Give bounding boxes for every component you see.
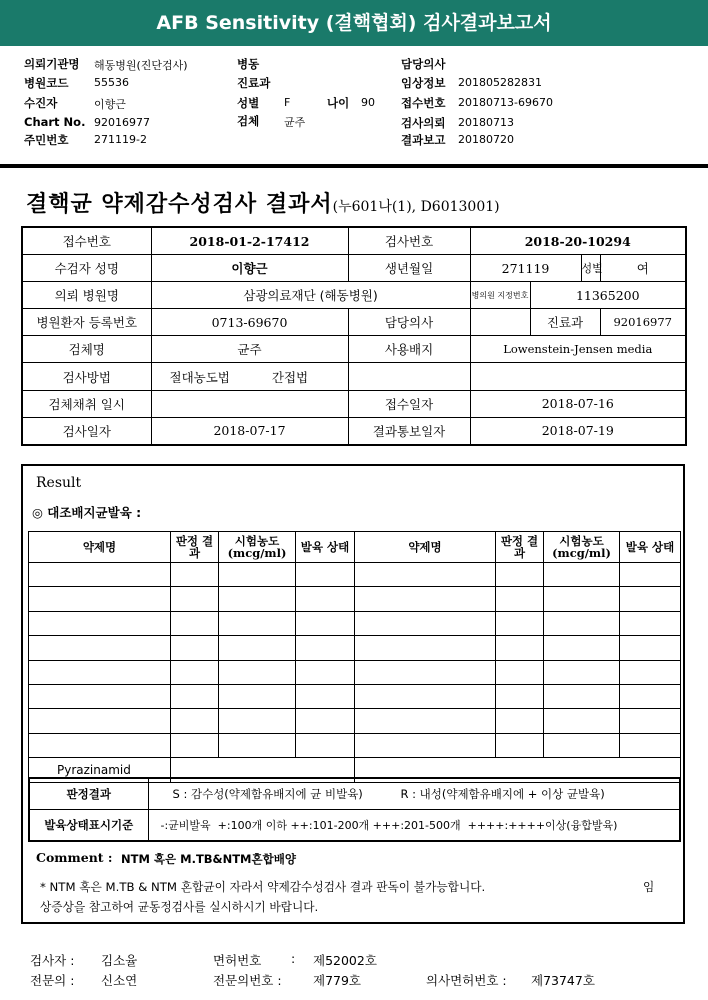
chart-no-label: Chart No. (24, 115, 86, 129)
tester-label: 검사자 : (30, 953, 75, 968)
report-date-label: 결과보고 (401, 133, 446, 147)
method-value (151, 363, 348, 390)
reception-no-label: 접수번호 (22, 227, 151, 255)
main-title-code: (누601나(1), D6013001) (332, 199, 500, 215)
patient-value: 이향근 (94, 98, 126, 111)
hospital-patient-no-value: 0713-69670 (151, 309, 348, 336)
col-judgement-left: 판정 결과 (171, 532, 219, 563)
specimen-header-value: 균주 (284, 116, 306, 129)
main-title-text: 결핵균 약제감수성검사 결과서 (26, 191, 333, 217)
doctor-license-value: 제73747호 (531, 973, 595, 988)
accession-no-value: 20180713-69670 (458, 96, 553, 109)
report-title: AFB Sensitivity (결핵협회) 검사결과보고서 (156, 12, 552, 34)
col-concentration-left: 시험농도 (mcg/ml) (219, 532, 296, 563)
hospital-label: 의뢰 병원명 (22, 282, 151, 309)
comment-value: NTM 혹은 M.TB&NTM혼합배양 (121, 852, 296, 866)
col-growth-left: 발육 상태 (296, 532, 355, 563)
notice-date-value: 2018-07-19 (470, 417, 686, 445)
table-row (29, 733, 681, 757)
col-concentration-right: 시험농도 (mcg/ml) (544, 532, 620, 563)
license-label: 면허번호 (213, 953, 262, 968)
judge-criteria (148, 778, 680, 810)
test-no-label: 검사번호 (348, 227, 470, 255)
judge-label: 판정결과 (29, 778, 148, 810)
dept-cell-label: 진료과 (530, 309, 600, 336)
resident-no-value: 271119-2 (94, 133, 147, 146)
patient-label: 수진자 (24, 96, 58, 110)
comment-label: Comment : (36, 850, 113, 865)
table-row (29, 684, 681, 708)
main-title (26, 187, 500, 218)
table-row (29, 563, 681, 587)
col-drug-left: 약제명 (29, 532, 171, 563)
col-drug-right: 약제명 (355, 532, 496, 563)
col-growth-right: 발육 상태 (620, 532, 681, 563)
hospital-code-value: 55536 (94, 76, 129, 89)
test-no-value: 2018-20-10294 (470, 227, 686, 255)
judgement-table (28, 777, 681, 842)
clinical-info-value: 201805282831 (458, 76, 542, 89)
hospital-name-value: 해동병원(진단검사) (94, 59, 188, 72)
specialist-no-value: 제779호 (313, 973, 362, 988)
table-row (29, 587, 681, 611)
patient-name-value: 이향근 (151, 255, 348, 282)
doctor-value (470, 309, 530, 336)
doctor-license-label: 의사면허번호 : (426, 973, 507, 988)
dept-cell-value: 92016977 (600, 309, 686, 336)
resident-no-label: 주민번호 (24, 133, 69, 147)
col-judgement-right: 판정 결과 (496, 532, 544, 563)
hospital-value: 삼광의료재단 (해동병원) (151, 282, 470, 309)
reception-no-value: 2018-01-2-17412 (151, 227, 348, 255)
clinical-info-label: 임상정보 (401, 76, 446, 90)
table-row (29, 636, 681, 660)
specimen-value: 균주 (151, 336, 348, 363)
control-growth-label: ◎ 대조배지균발육 : (32, 505, 142, 520)
table-row (29, 611, 681, 635)
license-value: 제52002호 (313, 953, 377, 968)
patient-name-label: 수검자 성명 (22, 255, 151, 282)
request-date-label: 검사의뢰 (401, 116, 446, 130)
table-row (29, 709, 681, 733)
medium-label: 사용배지 (348, 336, 470, 363)
test-date-value: 2018-07-17 (151, 417, 348, 445)
method-blank-2 (470, 363, 686, 390)
dept-label: 진료과 (237, 76, 271, 90)
age-label: 나이 (327, 96, 350, 110)
sex-value: F (284, 96, 291, 109)
specimen-label: 검체명 (22, 336, 151, 363)
collection-date-value (151, 390, 348, 417)
method-label: 검사방법 (22, 363, 151, 390)
request-date-value: 20180713 (458, 116, 514, 129)
notice-date-label: 결과통보일자 (348, 417, 470, 445)
medium-value: Lowenstein-Jensen media (470, 336, 686, 363)
ward-label: 병동 (237, 57, 260, 71)
report-date-value: 20180720 (458, 133, 514, 146)
tester-name: 김소율 (101, 953, 138, 968)
specimen-header-label: 검체 (237, 114, 260, 128)
chart-no-value: 92016977 (94, 116, 150, 129)
method-blank (348, 363, 470, 390)
birth-label: 생년월일 (348, 255, 470, 282)
pyrazinamid-cell: Pyrazinamid (29, 758, 171, 782)
specialist-label: 전문의 : (30, 973, 75, 988)
growth-criteria-label: 발육상태표시기준 (29, 810, 148, 842)
result-heading: Result (36, 475, 82, 491)
method-indirect: 간접법 (271, 369, 309, 385)
doctor-label: 담당의사 (348, 309, 470, 336)
hospital-code-label: 병원코드 (24, 76, 69, 90)
note-line-1-tail: 임 (643, 880, 655, 894)
specialist-name: 신소연 (101, 973, 138, 988)
drug-result-table (28, 531, 681, 783)
birth-value: 271119 (470, 255, 581, 282)
receipt-date-label: 접수일자 (348, 390, 470, 417)
age-value: 90 (361, 96, 375, 109)
license-colon: : (291, 951, 296, 966)
attending-doctor-label: 담당의사 (401, 57, 446, 71)
designation-label: 병의원 지정번호 (470, 282, 530, 309)
collection-date-label: 검체채취 일시 (22, 390, 151, 417)
judge-r-text: R : 내성(약제함유배지에 + 이상 균발육) (400, 787, 605, 801)
sex-cell-value: 여 (600, 255, 686, 282)
receipt-date-value: 2018-07-16 (470, 390, 686, 417)
test-date-label: 검사일자 (22, 417, 151, 445)
judge-s-text: S : 감수성(약제함유배지에 균 비발육) (172, 787, 363, 801)
table-row (29, 660, 681, 684)
growth-criteria-text: -:균비발육 +:100개 이하 ++:101-200개 +++:201-500개 ++++:++++이상(융합발육) (148, 810, 680, 842)
note-line-1: * NTM 혹은 M.TB & NTM 혼합균이 자라서 약제감수성검사 결과 판독이 불가능합니다. (40, 880, 486, 894)
hospital-name-label: 의뢰기관명 (24, 57, 80, 71)
method-absolute: 절대농도법 (169, 369, 230, 385)
specialist-no-label: 전문의번호 : (213, 973, 282, 988)
hospital-patient-no-label: 병원환자 등록번호 (22, 309, 151, 336)
sex-label: 성별 (237, 96, 260, 110)
header-divider (0, 164, 708, 168)
sex-cell-label: 성별 (581, 255, 600, 282)
patient-info-table (21, 226, 687, 446)
note-line-2: 상증상을 참고하여 균동정검사를 실시하시기 바랍니다. (40, 900, 319, 914)
designation-value: 11365200 (530, 282, 686, 309)
accession-no-label: 접수번호 (401, 96, 446, 110)
